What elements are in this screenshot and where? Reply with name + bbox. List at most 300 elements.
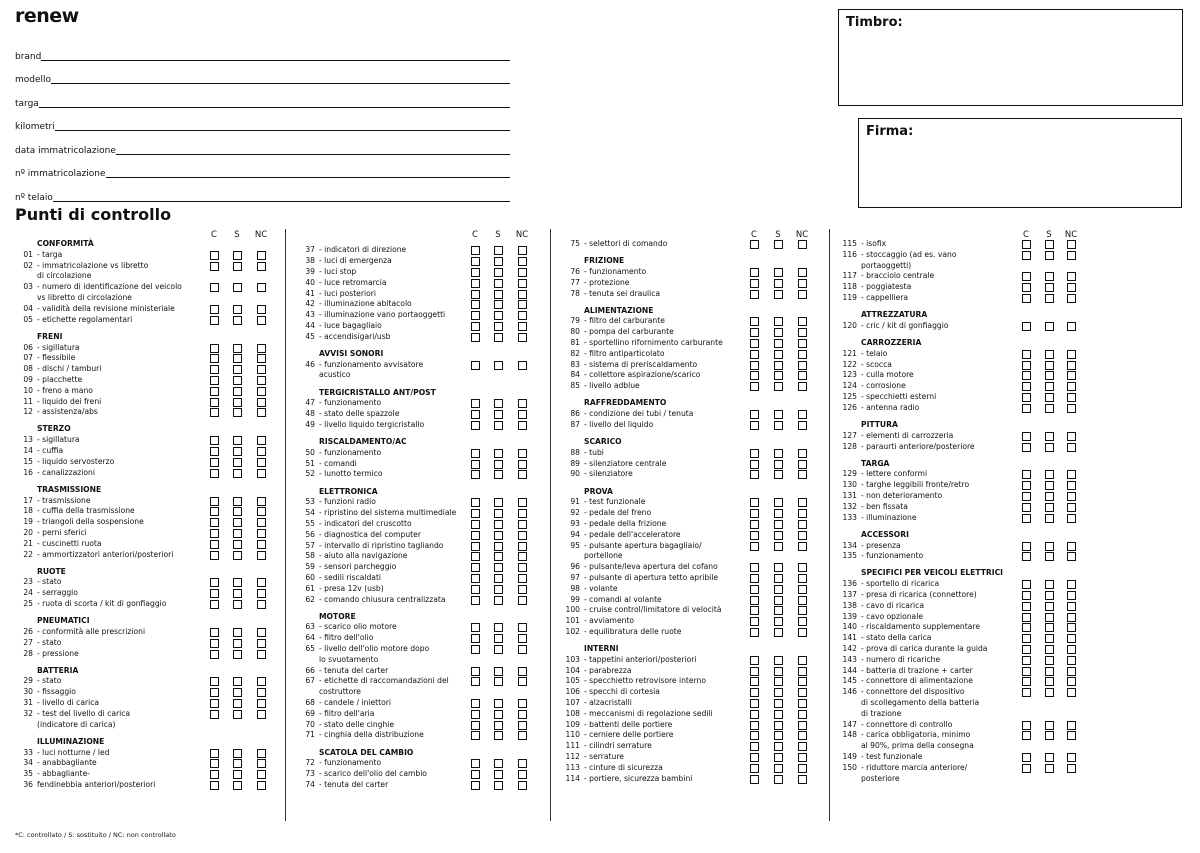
check-c-checkbox[interactable]: [1022, 591, 1031, 600]
check-s-checkbox[interactable]: [1045, 667, 1054, 676]
check-nc-checkbox[interactable]: [1067, 677, 1076, 686]
check-nc-checkbox[interactable]: [518, 759, 527, 768]
check-s-checkbox[interactable]: [1045, 753, 1054, 762]
check-c-checkbox[interactable]: [210, 639, 219, 648]
check-nc-checkbox[interactable]: [518, 710, 527, 719]
check-c-checkbox[interactable]: [750, 574, 759, 583]
check-c-checkbox[interactable]: [750, 361, 759, 370]
check-nc-checkbox[interactable]: [1067, 514, 1076, 523]
check-c-checkbox[interactable]: [471, 731, 480, 740]
check-nc-checkbox[interactable]: [518, 399, 527, 408]
check-s-checkbox[interactable]: [494, 531, 503, 540]
check-s-checkbox[interactable]: [494, 781, 503, 790]
check-s-checkbox[interactable]: [233, 589, 242, 598]
check-nc-checkbox[interactable]: [798, 279, 807, 288]
check-nc-checkbox[interactable]: [257, 507, 266, 516]
check-s-checkbox[interactable]: [494, 520, 503, 529]
check-c-checkbox[interactable]: [750, 371, 759, 380]
check-c-checkbox[interactable]: [210, 251, 219, 260]
check-s-checkbox[interactable]: [494, 585, 503, 594]
check-nc-checkbox[interactable]: [518, 781, 527, 790]
check-nc-checkbox[interactable]: [518, 520, 527, 529]
check-s-checkbox[interactable]: [774, 606, 783, 615]
check-s-checkbox[interactable]: [494, 509, 503, 518]
check-s-checkbox[interactable]: [774, 317, 783, 326]
check-s-checkbox[interactable]: [774, 677, 783, 686]
check-c-checkbox[interactable]: [750, 656, 759, 665]
check-s-checkbox[interactable]: [1045, 470, 1054, 479]
check-s-checkbox[interactable]: [494, 542, 503, 551]
check-nc-checkbox[interactable]: [798, 753, 807, 762]
check-c-checkbox[interactable]: [1022, 432, 1031, 441]
check-s-checkbox[interactable]: [1045, 503, 1054, 512]
check-s-checkbox[interactable]: [233, 469, 242, 478]
check-nc-checkbox[interactable]: [1067, 382, 1076, 391]
check-s-checkbox[interactable]: [774, 361, 783, 370]
check-c-checkbox[interactable]: [750, 710, 759, 719]
check-s-checkbox[interactable]: [233, 436, 242, 445]
check-nc-checkbox[interactable]: [798, 361, 807, 370]
check-nc-checkbox[interactable]: [518, 246, 527, 255]
check-nc-checkbox[interactable]: [257, 770, 266, 779]
check-c-checkbox[interactable]: [210, 458, 219, 467]
check-nc-checkbox[interactable]: [1067, 371, 1076, 380]
check-c-checkbox[interactable]: [210, 354, 219, 363]
check-s-checkbox[interactable]: [233, 262, 242, 271]
check-s-checkbox[interactable]: [1045, 721, 1054, 730]
check-s-checkbox[interactable]: [774, 596, 783, 605]
check-c-checkbox[interactable]: [471, 781, 480, 790]
check-nc-checkbox[interactable]: [1067, 481, 1076, 490]
check-nc-checkbox[interactable]: [257, 628, 266, 637]
check-c-checkbox[interactable]: [210, 365, 219, 374]
check-c-checkbox[interactable]: [750, 721, 759, 730]
check-s-checkbox[interactable]: [233, 628, 242, 637]
check-c-checkbox[interactable]: [210, 759, 219, 768]
check-c-checkbox[interactable]: [471, 677, 480, 686]
check-s-checkbox[interactable]: [233, 251, 242, 260]
check-c-checkbox[interactable]: [210, 469, 219, 478]
check-nc-checkbox[interactable]: [798, 509, 807, 518]
check-nc-checkbox[interactable]: [798, 382, 807, 391]
check-s-checkbox[interactable]: [774, 279, 783, 288]
check-s-checkbox[interactable]: [233, 305, 242, 314]
check-nc-checkbox[interactable]: [257, 305, 266, 314]
stamp-box[interactable]: [838, 9, 1183, 106]
check-s-checkbox[interactable]: [774, 731, 783, 740]
check-c-checkbox[interactable]: [750, 699, 759, 708]
check-nc-checkbox[interactable]: [798, 531, 807, 540]
check-s-checkbox[interactable]: [233, 639, 242, 648]
check-s-checkbox[interactable]: [494, 290, 503, 299]
check-c-checkbox[interactable]: [1022, 656, 1031, 665]
check-nc-checkbox[interactable]: [1067, 753, 1076, 762]
check-nc-checkbox[interactable]: [257, 749, 266, 758]
check-c-checkbox[interactable]: [1022, 492, 1031, 501]
check-s-checkbox[interactable]: [1045, 492, 1054, 501]
check-s-checkbox[interactable]: [494, 311, 503, 320]
check-nc-checkbox[interactable]: [518, 542, 527, 551]
check-s-checkbox[interactable]: [233, 781, 242, 790]
check-nc-checkbox[interactable]: [518, 300, 527, 309]
check-c-checkbox[interactable]: [750, 421, 759, 430]
check-s-checkbox[interactable]: [494, 667, 503, 676]
check-c-checkbox[interactable]: [1022, 764, 1031, 773]
check-s-checkbox[interactable]: [1045, 432, 1054, 441]
check-c-checkbox[interactable]: [210, 376, 219, 385]
check-c-checkbox[interactable]: [1022, 393, 1031, 402]
check-c-checkbox[interactable]: [471, 361, 480, 370]
check-nc-checkbox[interactable]: [518, 552, 527, 561]
check-c-checkbox[interactable]: [750, 520, 759, 529]
check-s-checkbox[interactable]: [233, 365, 242, 374]
check-nc-checkbox[interactable]: [1067, 470, 1076, 479]
check-c-checkbox[interactable]: [471, 585, 480, 594]
check-s-checkbox[interactable]: [233, 749, 242, 758]
check-nc-checkbox[interactable]: [257, 469, 266, 478]
check-nc-checkbox[interactable]: [518, 361, 527, 370]
check-c-checkbox[interactable]: [750, 596, 759, 605]
check-s-checkbox[interactable]: [1045, 764, 1054, 773]
check-s-checkbox[interactable]: [233, 759, 242, 768]
check-c-checkbox[interactable]: [1022, 580, 1031, 589]
check-s-checkbox[interactable]: [494, 710, 503, 719]
check-s-checkbox[interactable]: [233, 447, 242, 456]
check-s-checkbox[interactable]: [233, 398, 242, 407]
check-c-checkbox[interactable]: [210, 628, 219, 637]
check-nc-checkbox[interactable]: [257, 589, 266, 598]
check-nc-checkbox[interactable]: [518, 585, 527, 594]
check-c-checkbox[interactable]: [750, 563, 759, 572]
check-s-checkbox[interactable]: [233, 551, 242, 560]
check-nc-checkbox[interactable]: [518, 470, 527, 479]
check-nc-checkbox[interactable]: [798, 460, 807, 469]
check-nc-checkbox[interactable]: [798, 721, 807, 730]
check-c-checkbox[interactable]: [1022, 404, 1031, 413]
field-line[interactable]: [41, 60, 510, 61]
check-c-checkbox[interactable]: [750, 742, 759, 751]
check-s-checkbox[interactable]: [494, 410, 503, 419]
check-nc-checkbox[interactable]: [798, 317, 807, 326]
check-s-checkbox[interactable]: [494, 333, 503, 342]
check-nc-checkbox[interactable]: [798, 410, 807, 419]
check-s-checkbox[interactable]: [774, 574, 783, 583]
check-s-checkbox[interactable]: [1045, 688, 1054, 697]
check-nc-checkbox[interactable]: [1067, 503, 1076, 512]
field-line[interactable]: [39, 107, 510, 108]
field-kilometri[interactable]: [15, 110, 510, 134]
check-nc-checkbox[interactable]: [798, 240, 807, 249]
check-s-checkbox[interactable]: [233, 699, 242, 708]
check-nc-checkbox[interactable]: [1067, 432, 1076, 441]
check-c-checkbox[interactable]: [750, 382, 759, 391]
field-brand[interactable]: [15, 39, 510, 63]
check-s-checkbox[interactable]: [774, 498, 783, 507]
check-nc-checkbox[interactable]: [798, 667, 807, 676]
check-nc-checkbox[interactable]: [798, 742, 807, 751]
check-s-checkbox[interactable]: [1045, 623, 1054, 632]
check-c-checkbox[interactable]: [750, 240, 759, 249]
check-nc-checkbox[interactable]: [798, 563, 807, 572]
check-s-checkbox[interactable]: [233, 578, 242, 587]
check-nc-checkbox[interactable]: [257, 600, 266, 609]
check-c-checkbox[interactable]: [210, 578, 219, 587]
field-line[interactable]: [53, 201, 510, 202]
check-nc-checkbox[interactable]: [1067, 591, 1076, 600]
check-nc-checkbox[interactable]: [798, 371, 807, 380]
check-nc-checkbox[interactable]: [1067, 688, 1076, 697]
check-s-checkbox[interactable]: [774, 410, 783, 419]
check-s-checkbox[interactable]: [494, 770, 503, 779]
check-nc-checkbox[interactable]: [798, 677, 807, 686]
check-nc-checkbox[interactable]: [798, 628, 807, 637]
check-c-checkbox[interactable]: [471, 552, 480, 561]
check-c-checkbox[interactable]: [210, 688, 219, 697]
field-numero-immatricolazione[interactable]: [15, 157, 510, 181]
check-s-checkbox[interactable]: [1045, 404, 1054, 413]
check-nc-checkbox[interactable]: [518, 290, 527, 299]
check-nc-checkbox[interactable]: [1067, 350, 1076, 359]
check-c-checkbox[interactable]: [750, 460, 759, 469]
check-nc-checkbox[interactable]: [518, 623, 527, 632]
check-c-checkbox[interactable]: [1022, 470, 1031, 479]
check-s-checkbox[interactable]: [233, 677, 242, 686]
check-nc-checkbox[interactable]: [798, 585, 807, 594]
check-c-checkbox[interactable]: [750, 628, 759, 637]
check-nc-checkbox[interactable]: [798, 710, 807, 719]
check-c-checkbox[interactable]: [471, 721, 480, 730]
check-c-checkbox[interactable]: [750, 688, 759, 697]
check-c-checkbox[interactable]: [210, 518, 219, 527]
check-nc-checkbox[interactable]: [518, 574, 527, 583]
check-s-checkbox[interactable]: [774, 699, 783, 708]
check-c-checkbox[interactable]: [210, 387, 219, 396]
check-s-checkbox[interactable]: [1045, 240, 1054, 249]
check-nc-checkbox[interactable]: [257, 518, 266, 527]
check-s-checkbox[interactable]: [774, 290, 783, 299]
field-line[interactable]: [116, 154, 510, 155]
check-nc-checkbox[interactable]: [1067, 283, 1076, 292]
check-nc-checkbox[interactable]: [257, 387, 266, 396]
check-nc-checkbox[interactable]: [518, 460, 527, 469]
check-nc-checkbox[interactable]: [257, 529, 266, 538]
check-nc-checkbox[interactable]: [518, 268, 527, 277]
field-targa[interactable]: [15, 86, 510, 110]
check-nc-checkbox[interactable]: [1067, 272, 1076, 281]
check-c-checkbox[interactable]: [750, 328, 759, 337]
check-c-checkbox[interactable]: [750, 764, 759, 773]
check-c-checkbox[interactable]: [471, 460, 480, 469]
check-c-checkbox[interactable]: [1022, 602, 1031, 611]
check-s-checkbox[interactable]: [494, 721, 503, 730]
check-nc-checkbox[interactable]: [798, 606, 807, 615]
check-c-checkbox[interactable]: [471, 770, 480, 779]
check-s-checkbox[interactable]: [233, 316, 242, 325]
check-nc-checkbox[interactable]: [518, 509, 527, 518]
check-nc-checkbox[interactable]: [518, 731, 527, 740]
check-s-checkbox[interactable]: [233, 354, 242, 363]
check-nc-checkbox[interactable]: [1067, 542, 1076, 551]
check-nc-checkbox[interactable]: [518, 770, 527, 779]
check-c-checkbox[interactable]: [1022, 382, 1031, 391]
check-c-checkbox[interactable]: [750, 279, 759, 288]
check-s-checkbox[interactable]: [774, 449, 783, 458]
check-nc-checkbox[interactable]: [798, 328, 807, 337]
check-c-checkbox[interactable]: [471, 634, 480, 643]
field-line[interactable]: [106, 177, 510, 178]
check-nc-checkbox[interactable]: [257, 540, 266, 549]
check-s-checkbox[interactable]: [1045, 580, 1054, 589]
check-nc-checkbox[interactable]: [518, 449, 527, 458]
check-c-checkbox[interactable]: [1022, 322, 1031, 331]
check-nc-checkbox[interactable]: [518, 596, 527, 605]
check-c-checkbox[interactable]: [750, 317, 759, 326]
check-s-checkbox[interactable]: [494, 257, 503, 266]
check-c-checkbox[interactable]: [210, 262, 219, 271]
check-c-checkbox[interactable]: [471, 623, 480, 632]
check-c-checkbox[interactable]: [750, 410, 759, 419]
check-nc-checkbox[interactable]: [1067, 322, 1076, 331]
check-nc-checkbox[interactable]: [257, 650, 266, 659]
check-c-checkbox[interactable]: [210, 540, 219, 549]
check-c-checkbox[interactable]: [750, 677, 759, 686]
check-s-checkbox[interactable]: [1045, 382, 1054, 391]
check-s-checkbox[interactable]: [494, 460, 503, 469]
check-nc-checkbox[interactable]: [518, 333, 527, 342]
check-s-checkbox[interactable]: [774, 470, 783, 479]
check-c-checkbox[interactable]: [1022, 542, 1031, 551]
check-nc-checkbox[interactable]: [257, 447, 266, 456]
check-c-checkbox[interactable]: [471, 574, 480, 583]
check-c-checkbox[interactable]: [471, 509, 480, 518]
check-nc-checkbox[interactable]: [1067, 667, 1076, 676]
check-nc-checkbox[interactable]: [798, 617, 807, 626]
check-s-checkbox[interactable]: [774, 460, 783, 469]
check-s-checkbox[interactable]: [494, 470, 503, 479]
check-s-checkbox[interactable]: [774, 531, 783, 540]
check-s-checkbox[interactable]: [233, 710, 242, 719]
check-s-checkbox[interactable]: [494, 634, 503, 643]
check-c-checkbox[interactable]: [471, 498, 480, 507]
check-c-checkbox[interactable]: [750, 350, 759, 359]
check-nc-checkbox[interactable]: [1067, 721, 1076, 730]
check-nc-checkbox[interactable]: [518, 279, 527, 288]
check-c-checkbox[interactable]: [471, 542, 480, 551]
check-c-checkbox[interactable]: [1022, 443, 1031, 452]
check-c-checkbox[interactable]: [1022, 753, 1031, 762]
check-nc-checkbox[interactable]: [257, 781, 266, 790]
check-nc-checkbox[interactable]: [1067, 294, 1076, 303]
check-c-checkbox[interactable]: [1022, 514, 1031, 523]
check-c-checkbox[interactable]: [750, 617, 759, 626]
check-s-checkbox[interactable]: [1045, 371, 1054, 380]
check-nc-checkbox[interactable]: [518, 645, 527, 654]
check-c-checkbox[interactable]: [1022, 272, 1031, 281]
check-c-checkbox[interactable]: [471, 399, 480, 408]
check-c-checkbox[interactable]: [1022, 481, 1031, 490]
check-c-checkbox[interactable]: [1022, 688, 1031, 697]
check-s-checkbox[interactable]: [774, 421, 783, 430]
check-c-checkbox[interactable]: [750, 606, 759, 615]
check-c-checkbox[interactable]: [210, 749, 219, 758]
check-s-checkbox[interactable]: [774, 721, 783, 730]
check-c-checkbox[interactable]: [1022, 731, 1031, 740]
check-c-checkbox[interactable]: [471, 759, 480, 768]
check-s-checkbox[interactable]: [1045, 613, 1054, 622]
check-s-checkbox[interactable]: [774, 240, 783, 249]
check-s-checkbox[interactable]: [233, 688, 242, 697]
check-s-checkbox[interactable]: [1045, 731, 1054, 740]
check-s-checkbox[interactable]: [774, 328, 783, 337]
check-nc-checkbox[interactable]: [798, 731, 807, 740]
field-data-immatricolazione[interactable]: [15, 133, 510, 157]
check-nc-checkbox[interactable]: [1067, 552, 1076, 561]
check-c-checkbox[interactable]: [1022, 294, 1031, 303]
check-s-checkbox[interactable]: [1045, 634, 1054, 643]
check-nc-checkbox[interactable]: [1067, 492, 1076, 501]
check-s-checkbox[interactable]: [1045, 443, 1054, 452]
check-c-checkbox[interactable]: [1022, 240, 1031, 249]
check-nc-checkbox[interactable]: [1067, 404, 1076, 413]
check-s-checkbox[interactable]: [774, 667, 783, 676]
check-nc-checkbox[interactable]: [518, 677, 527, 686]
check-nc-checkbox[interactable]: [1067, 645, 1076, 654]
check-c-checkbox[interactable]: [210, 677, 219, 686]
check-nc-checkbox[interactable]: [257, 551, 266, 560]
check-nc-checkbox[interactable]: [798, 656, 807, 665]
check-s-checkbox[interactable]: [1045, 602, 1054, 611]
check-c-checkbox[interactable]: [210, 600, 219, 609]
check-s-checkbox[interactable]: [1045, 542, 1054, 551]
check-c-checkbox[interactable]: [210, 589, 219, 598]
check-s-checkbox[interactable]: [233, 387, 242, 396]
check-s-checkbox[interactable]: [1045, 393, 1054, 402]
check-c-checkbox[interactable]: [210, 316, 219, 325]
field-line[interactable]: [55, 130, 510, 131]
check-s-checkbox[interactable]: [774, 371, 783, 380]
check-s-checkbox[interactable]: [1045, 656, 1054, 665]
check-s-checkbox[interactable]: [1045, 514, 1054, 523]
check-nc-checkbox[interactable]: [518, 531, 527, 540]
check-s-checkbox[interactable]: [494, 596, 503, 605]
check-nc-checkbox[interactable]: [518, 421, 527, 430]
check-c-checkbox[interactable]: [750, 667, 759, 676]
check-c-checkbox[interactable]: [471, 563, 480, 572]
check-nc-checkbox[interactable]: [798, 775, 807, 784]
check-s-checkbox[interactable]: [774, 775, 783, 784]
check-c-checkbox[interactable]: [1022, 361, 1031, 370]
check-nc-checkbox[interactable]: [518, 498, 527, 507]
check-nc-checkbox[interactable]: [798, 290, 807, 299]
check-c-checkbox[interactable]: [750, 290, 759, 299]
check-nc-checkbox[interactable]: [1067, 623, 1076, 632]
check-c-checkbox[interactable]: [471, 421, 480, 430]
check-nc-checkbox[interactable]: [798, 542, 807, 551]
check-c-checkbox[interactable]: [1022, 677, 1031, 686]
check-nc-checkbox[interactable]: [1067, 602, 1076, 611]
check-nc-checkbox[interactable]: [798, 421, 807, 430]
check-nc-checkbox[interactable]: [518, 563, 527, 572]
check-s-checkbox[interactable]: [494, 421, 503, 430]
check-s-checkbox[interactable]: [494, 361, 503, 370]
check-nc-checkbox[interactable]: [798, 339, 807, 348]
check-c-checkbox[interactable]: [471, 410, 480, 419]
check-s-checkbox[interactable]: [774, 710, 783, 719]
check-nc-checkbox[interactable]: [518, 634, 527, 643]
check-nc-checkbox[interactable]: [257, 436, 266, 445]
check-s-checkbox[interactable]: [1045, 322, 1054, 331]
check-s-checkbox[interactable]: [494, 399, 503, 408]
